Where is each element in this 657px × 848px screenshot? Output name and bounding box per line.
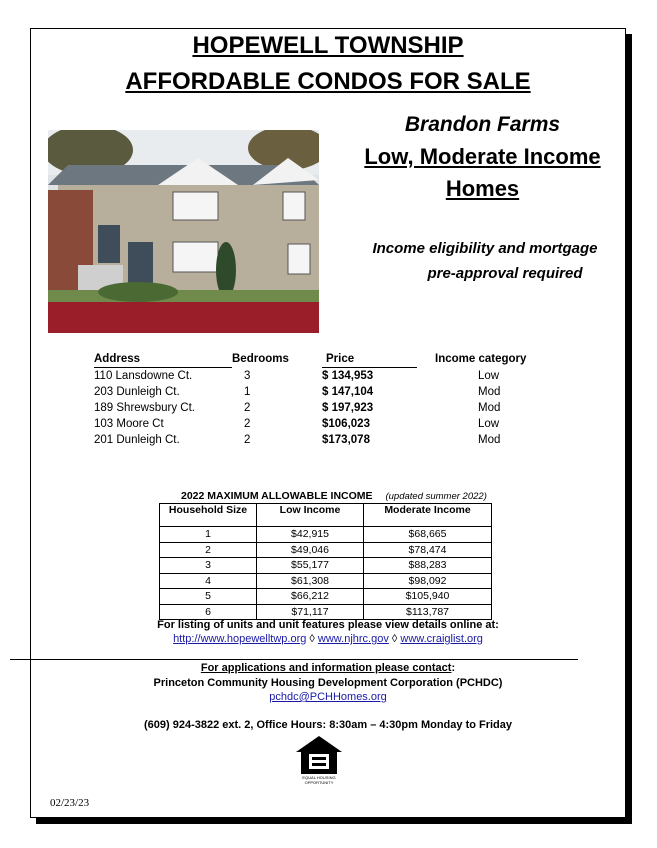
moderate-income: $105,940 <box>364 589 492 605</box>
unit-bedrooms: 2 <box>244 402 251 414</box>
unit-income-category: Mod <box>478 402 501 414</box>
unit-bedrooms: 3 <box>244 370 251 382</box>
unit-bedrooms: 2 <box>244 434 251 446</box>
income-row <box>160 527 492 543</box>
low-income: $55,177 <box>257 558 364 574</box>
low-income: $61,308 <box>257 573 364 589</box>
unit-price: $ 134,953 <box>322 370 374 382</box>
separator: ◊ <box>391 633 398 645</box>
unit-address: 189 Shrewsbury Ct. <box>94 402 195 414</box>
unit-address: 201 Dunleigh Ct. <box>94 434 180 446</box>
low-income: $71,117 <box>257 604 364 620</box>
links-row <box>30 633 626 645</box>
svg-text:EQUAL HOUSING: EQUAL HOUSING <box>302 775 336 780</box>
low-income: $49,046 <box>257 542 364 558</box>
income-table-title <box>159 490 491 502</box>
unit-price: $106,023 <box>322 418 370 430</box>
unit-income-category: Low <box>478 370 500 382</box>
link-hopewelltwp[interactable]: http://www.hopewelltwp.org <box>173 633 307 645</box>
unit-row <box>94 386 534 402</box>
title-line-1: HOPEWELL TOWNSHIP <box>192 32 464 59</box>
listing-text: For listing of units and unit features please view details online at: <box>157 619 499 631</box>
property-name: Brandon Farms <box>404 113 561 136</box>
income-note: (updated summer 2022) <box>385 491 487 502</box>
unit-row <box>94 402 534 418</box>
property-photo <box>48 130 319 333</box>
income-row <box>160 558 492 574</box>
separator: ◊ <box>309 633 315 645</box>
unit-price: $173,078 <box>322 434 370 446</box>
income-row <box>160 589 492 605</box>
unit-address: 103 Moore Ct <box>94 418 164 430</box>
income-row <box>160 573 492 589</box>
unit-price: $ 197,923 <box>322 402 374 414</box>
date: 02/23/23 <box>50 797 90 809</box>
divider <box>10 659 578 660</box>
household-size: 3 <box>160 558 257 574</box>
header-household-size: Household Size <box>160 504 257 527</box>
svg-text:OPPORTUNITY: OPPORTUNITY <box>304 780 334 785</box>
household-size: 6 <box>160 604 257 620</box>
unit-price: $ 147,104 <box>322 386 374 398</box>
equal-housing-logo <box>296 736 342 791</box>
subtitle-line-1: Low, Moderate Income <box>364 144 601 169</box>
contact-email-link[interactable]: pchdc@PCHHomes.org <box>269 691 387 703</box>
title-line-2: AFFORDABLE CONDOS FOR SALE <box>125 68 531 95</box>
unit-income-category: Low <box>478 418 500 430</box>
unit-address: 110 Lansdowne Ct. <box>94 370 193 382</box>
moderate-income: $78,474 <box>364 542 492 558</box>
unit-row <box>94 370 534 386</box>
header-income-category: Income category <box>435 353 527 365</box>
unit-row <box>94 434 534 450</box>
income-table <box>159 503 492 620</box>
household-size: 2 <box>160 542 257 558</box>
contact-phone: (609) 924-3822 ext. 2, Office Hours: 8:30am – 4:30pm Monday to Friday <box>143 719 513 731</box>
unit-address: 203 Dunleigh Ct. <box>94 386 180 398</box>
eligibility-line-1: Income eligibility and mortgage <box>372 240 598 257</box>
unit-bedrooms: 1 <box>244 386 251 398</box>
header-moderate-income: Moderate Income <box>364 504 492 527</box>
eligibility-note <box>345 236 625 286</box>
link-craiglist[interactable]: www.craiglist.org <box>400 633 483 645</box>
moderate-income: $88,283 <box>364 558 492 574</box>
income-row <box>160 542 492 558</box>
household-size: 1 <box>160 527 257 543</box>
header-bedrooms: Bedrooms <box>232 353 289 365</box>
household-size: 4 <box>160 573 257 589</box>
unit-bedrooms: 2 <box>244 418 251 430</box>
eligibility-line-2: pre-approval required <box>427 265 583 282</box>
contact-email-row <box>30 691 626 703</box>
household-size: 5 <box>160 589 257 605</box>
income-row <box>160 604 492 620</box>
moderate-income: $113,787 <box>364 604 492 620</box>
low-income: $42,915 <box>257 527 364 543</box>
unit-income-category: Mod <box>478 386 501 398</box>
link-njhrc[interactable]: www.njhrc.gov <box>317 633 389 645</box>
header-low-income: Low Income <box>257 504 364 527</box>
header-address: Address <box>94 353 141 365</box>
income-title: 2022 MAXIMUM ALLOWABLE INCOME <box>181 490 373 502</box>
contact-org: Princeton Community Housing Development Corporation (PCHDC) <box>153 677 503 689</box>
moderate-income: $68,665 <box>364 527 492 543</box>
moderate-income: $98,092 <box>364 573 492 589</box>
contact-heading: For applications and information please contact: <box>200 662 456 674</box>
unit-income-category: Mod <box>478 434 501 446</box>
unit-row <box>94 418 534 434</box>
low-income: $66,212 <box>257 589 364 605</box>
header-price: Price <box>326 353 355 365</box>
subtitle-line-2: Homes <box>445 176 520 201</box>
